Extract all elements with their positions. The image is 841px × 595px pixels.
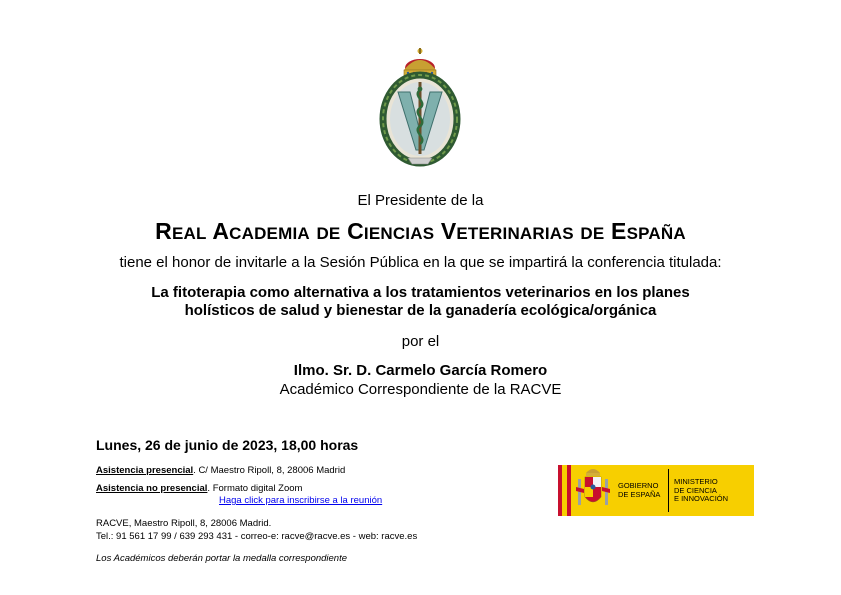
contact-details: Tel.: 91 561 17 99 / 639 293 431 - correo-e: racve@racve.es - web: racve.es <box>96 531 418 542</box>
academy-word: REAL <box>155 218 207 244</box>
in-person-attendance <box>96 465 345 476</box>
in-person-text: . C/ Maestro Ripoll, 8, 28006 Madrid <box>193 465 346 476</box>
online-label: Asistencia no presencial <box>96 483 208 494</box>
event-date: Lunes, 26 de junio de 2023, 18,00 horas <box>96 437 359 453</box>
academy-word: ESPAÑA <box>611 218 686 244</box>
academy-word: DE <box>316 224 341 243</box>
conference-title-line1: La fitoterapia como alternativa a los tratamientos veterinarios en los planes <box>151 284 690 301</box>
ministerio-line1: MINISTERIO <box>674 477 718 486</box>
by-line: por el <box>401 333 440 350</box>
in-person-label: Asistencia presencial <box>96 465 194 476</box>
medal-note: Los Académicos deberán portar la medalla correspondiente <box>96 553 348 564</box>
speaker-role: Académico Correspondiente de la RACVE <box>279 381 562 398</box>
ministerio-line2: DE CIENCIA <box>674 485 717 495</box>
conference-title-line2: holísticos de salud y bienestar de la ganadería ecológica/orgánica <box>184 302 657 319</box>
gobierno-line2: DE ESPAÑA <box>618 489 661 499</box>
academy-word: ACADEMIA <box>212 218 310 244</box>
ministerio-line3: E INNOVACIÓN <box>674 494 729 503</box>
online-attendance <box>96 483 302 494</box>
speaker-name: Ilmo. Sr. D. Carmelo García Romero <box>293 362 548 379</box>
gobierno-line1: GOBIERNO <box>618 481 659 490</box>
gobierno-text <box>618 482 660 499</box>
honor-line: tiene el honor de invitarle a la Sesión Pública en la que se impartirá la conferencia titulada: <box>119 254 722 271</box>
racve-crest-icon <box>378 46 462 170</box>
academy-word: VETERINARIAS <box>440 218 574 244</box>
academy-word: CIENCIAS <box>347 218 435 244</box>
contact-address: RACVE, Maestro Ripoll, 8, 28006 Madrid. <box>96 518 272 529</box>
gobierno-espana-logo <box>558 465 754 516</box>
zoom-registration-link[interactable]: Haga click para inscribirse a la reunión <box>219 495 383 506</box>
conference-title <box>0 284 841 320</box>
ministerio-text <box>674 478 728 504</box>
presidente-line: El Presidente de la <box>357 192 484 209</box>
academy-word: DE <box>580 224 605 243</box>
online-text: . Formato digital Zoom <box>207 483 303 494</box>
academy-name <box>0 218 841 245</box>
